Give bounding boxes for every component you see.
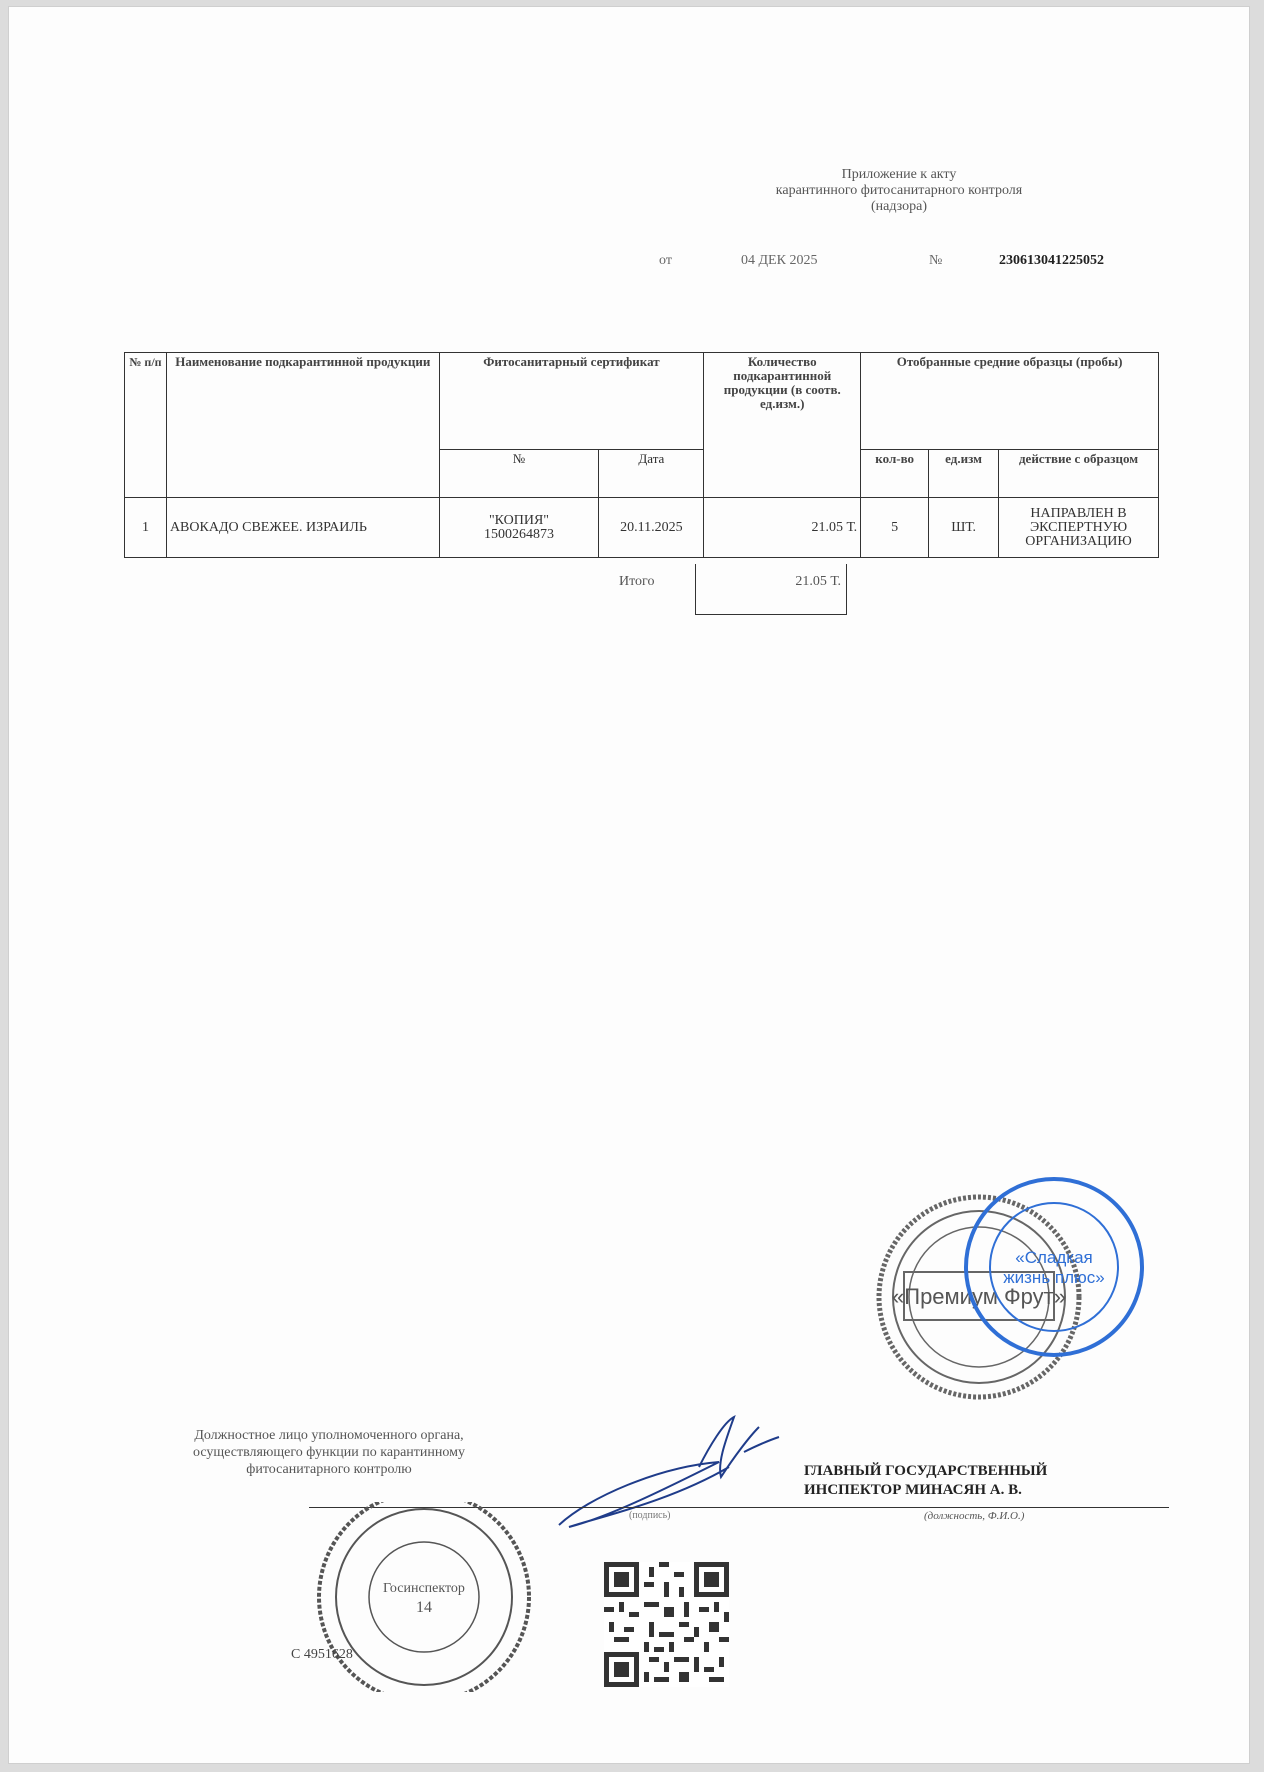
act-number: 230613041225052 (999, 253, 1104, 268)
row-cert-number (439, 498, 599, 558)
appendix-header (699, 167, 1099, 215)
sub-header-count: кол-во (861, 450, 929, 498)
row-sample-count: 5 (861, 498, 929, 558)
official-line-1: Должностное лицо уполномоченного органа, (194, 1428, 464, 1443)
row-product-name: АВОКАДО СВЕЖЕЕ. ИЗРАИЛЬ (166, 498, 439, 558)
total-label: Итого (619, 574, 655, 589)
row-cert-copy: "КОПИЯ" (488, 512, 550, 528)
appendix-line-3: (надзора) (871, 199, 927, 214)
appendix-line-2: карантинного фитосанитарного контроля (775, 183, 1023, 198)
row-sample-action: НАПРАВЛЕН В ЭКСПЕРТНУЮ ОРГАНИЗАЦИЮ (999, 498, 1159, 558)
qr-code (604, 1562, 729, 1687)
official-label (159, 1427, 499, 1478)
inspector-line-1: ГЛАВНЫЙ ГОСУДАРСТВЕННЫЙ (804, 1463, 1048, 1479)
inspector-name (804, 1462, 1047, 1500)
blue-company-stamp (966, 1179, 1142, 1355)
total-value: 21.05 Т. (795, 574, 841, 589)
col-header-samples: Отобранные средние образцы (пробы) (861, 353, 1159, 450)
signature-caption: (подпись) (629, 1510, 671, 1521)
svg-text:«Премиум Фрут»: «Премиум Фрут» (892, 1284, 1066, 1309)
date-prefix: от (659, 253, 672, 268)
sub-header-cert-date: Дата (599, 450, 704, 498)
sub-header-cert-number: № (439, 450, 599, 498)
company-stamps (864, 1167, 1144, 1427)
sub-header-unit: ед.изм (929, 450, 999, 498)
row-quantity: 21.05 Т. (704, 498, 861, 558)
col-header-num: № п/п (125, 353, 167, 498)
table-row (125, 498, 1159, 558)
official-line-3: фитосанитарного контролю (246, 1462, 412, 1477)
svg-text:жизнь плюс»: жизнь плюс» (1003, 1268, 1105, 1287)
svg-text:14: 14 (416, 1599, 432, 1616)
position-caption: (должность, Ф.И.О.) (924, 1510, 1025, 1522)
sub-header-action: действие с образцом (999, 450, 1159, 498)
svg-text:Госинспектор: Госинспектор (383, 1581, 465, 1596)
svg-text:«Сладкая: «Сладкая (1015, 1248, 1093, 1267)
col-header-name: Наименование подкарантинной продукции (166, 353, 439, 498)
appendix-line-1: Приложение к акту (841, 167, 957, 182)
row-cert-num-value: 1500264873 (483, 526, 554, 542)
handwritten-signature (549, 1407, 809, 1537)
document-page (8, 6, 1250, 1764)
col-header-certificate: Фитосанитарный сертификат (439, 353, 704, 450)
row-num: 1 (125, 498, 167, 558)
grey-company-stamp (879, 1197, 1079, 1397)
number-sign: № (929, 253, 943, 268)
document-serial: С 4951628 (291, 1647, 353, 1662)
inspector-line-2: ИНСПЕКТОР МИНАСЯН А. В. (804, 1482, 1022, 1498)
row-cert-date: 20.11.2025 (599, 498, 704, 558)
official-stamp (299, 1502, 549, 1692)
act-date: 04 ДЕК 2025 (741, 253, 818, 268)
products-table (124, 352, 1159, 558)
row-sample-unit: ШТ. (929, 498, 999, 558)
official-line-2: осуществляющего функции по карантинному (193, 1445, 465, 1460)
col-header-quantity: Количество подкарантинной продукции (в соотв. ед.изм.) (704, 353, 861, 498)
